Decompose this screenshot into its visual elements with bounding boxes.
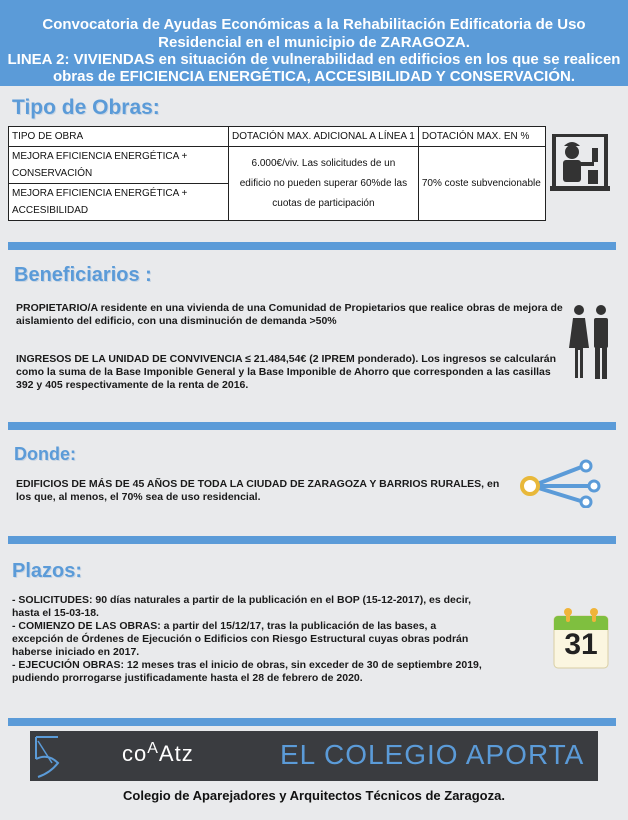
tipo-obras-title: Tipo de Obras: [12,96,160,119]
cell-line: MEJORA EFICIENCIA ENERGÉTICA + [12,188,188,199]
cell-line: MEJORA EFICIENCIA ENERGÉTICA + [12,151,188,162]
header-line-2: Residencial en el municipio de ZARAGOZA. [158,34,470,51]
cell-line: cuotas de participación [272,197,375,209]
plazos-title: Plazos: [12,560,83,582]
text-line: PROPIETARIO/A residente en una vivienda de una Comunidad de Propietarios que realice obras de mejora de [16,302,563,314]
table-header-cell: TIPO DE OBRA [9,127,229,147]
table-row [9,147,546,184]
calendar-icon [552,606,610,670]
painter-icon [548,126,612,196]
beneficiarios-title: Beneficiarios : [14,264,152,286]
beneficiarios-paragraph-2 [16,353,564,392]
header-line-3: LINEA 2: VIVIENDAS en situación de vulnerabilidad en edificios en los que se realicen [7,51,621,68]
section-divider [8,242,616,250]
text-line: 392 y 405 respectivamente de la renta de 2016. [16,379,249,391]
table-cell-dotacion [229,147,419,221]
text-line: a partir del 15/12/17, tras la publicación de las bases, a [160,620,437,632]
plazo-comienzo [12,620,542,633]
header-line-4: obras de EFICIENCIA ENERGÉTICA, ACCESIBILIDAD Y CONSERVACIÓN. [52,68,576,85]
section-divider [8,422,616,430]
cell-line: edificio no pueden superar 60%de las [239,177,408,189]
header-banner [0,0,628,86]
text-line: pudiendo prorrogarse justificadamente hasta el 28 de febrero de 2020. [12,672,363,684]
plazo-ejecucion [12,659,542,672]
logo-text: Atz [158,741,194,766]
table-cell-tipo [9,147,229,184]
obras-table [8,126,546,221]
donde-title: Donde: [14,444,76,464]
share-network-icon [516,458,602,508]
footer-slogan: EL COLEGIO APORTA [280,739,585,770]
section-divider [8,718,616,726]
cell-line: 6.000€/viv. Las solicitudes de un [251,157,396,169]
text-line: aislamiento del edificio, con una disminución de demanda >50% [16,315,337,327]
logo-text: A [147,740,159,757]
text-line: EDIFICIOS DE MÁS DE 45 AÑOS DE TODA LA CIUDAD DE ZARAGOZA Y BARRIOS RURALES, en [16,478,500,490]
donde-paragraph [16,478,506,504]
text-line: haberse iniciado en 2017. [12,646,140,658]
table-header-cell: DOTACIÓN MAX. EN % [418,127,545,147]
people-icon [566,303,614,383]
footer-caption: Colegio de Aparejadores y Arquitectos Técnicos de Zaragoza. [123,788,505,803]
text-line: 12 meses tras el inicio de obras, sin exceder de 30 de septiembre 2019, [124,659,482,671]
text-line: 90 días naturales a partir de la publicación en el BOP (15-12-2017), es decir, [92,594,472,606]
text-line: los que, al menos, el 70% sea de uso residencial. [16,491,261,503]
table-header-row [9,127,546,147]
table-cell-porcentaje: 70% coste subvencionable [418,147,545,221]
calendar-day: 31 [564,628,598,661]
table-header-cell: DOTACIÓN MAX. ADICIONAL A LÍNEA 1 [229,127,419,147]
logo-text: co [122,741,148,766]
header-line-1: Convocatoria de Ayudas Económicas a la Rehabilitación Edificatoria de Uso [42,16,586,33]
beneficiarios-paragraph-1 [16,302,564,328]
text-line: como la suma de la Base Imponible General y la Base Imponible de Ahorro que corresponden a las casillas [16,366,551,378]
table-cell-tipo [9,184,229,221]
coaatz-logo [122,741,194,767]
compass-logo-icon [32,733,62,779]
cell-line: CONSERVACIÓN [12,168,93,179]
plazo-solicitudes [12,594,542,607]
plazo-label: - SOLICITUDES: [12,594,93,606]
text-line: hasta el 15-03-18. [12,607,99,619]
text-line: excepción de Órdenes de Ejecución o Edificios con Riesgo Estructural cuyas obras podrán [12,633,469,645]
footer-banner [30,731,598,781]
plazo-label: - EJECUCIÓN OBRAS: [12,659,125,671]
cell-line: ACCESIBILIDAD [12,205,89,216]
section-divider [8,536,616,544]
text-line: INGRESOS DE LA UNIDAD DE CONVIVENCIA ≤ 21.484,54€ (2 IPREM ponderado). Los ingresos se calcularán [16,353,557,365]
plazo-label: - COMIENZO DE LAS OBRAS: [12,620,161,632]
plazos-paragraph [12,594,542,685]
